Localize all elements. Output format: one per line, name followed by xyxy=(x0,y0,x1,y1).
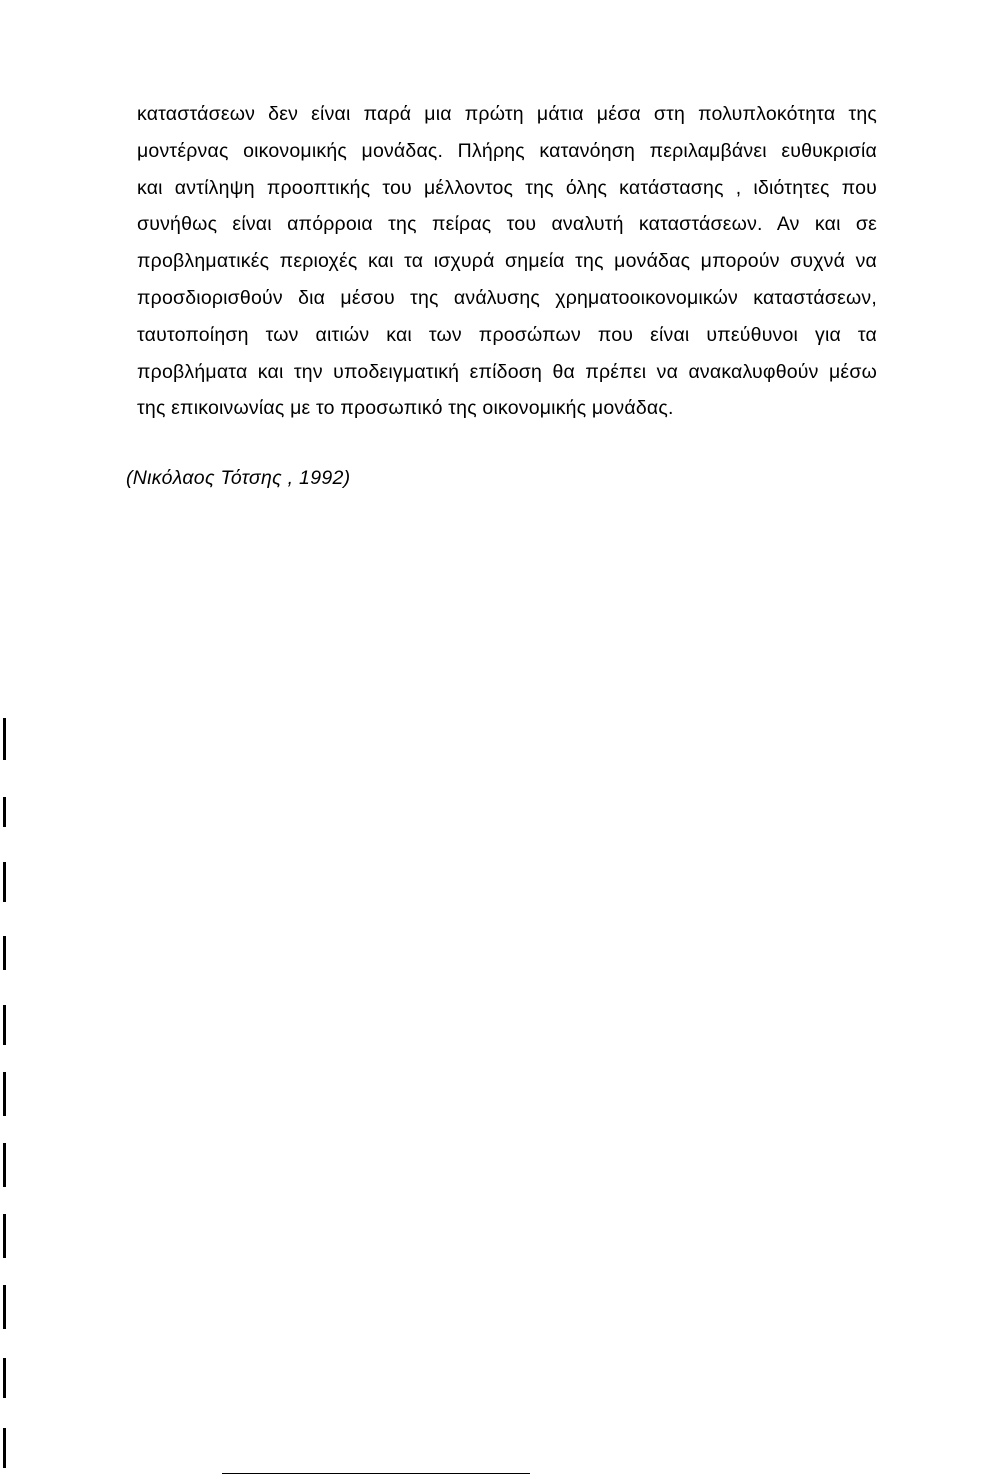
paragraph-line: ταυτοποίηση των αιτιών και των προσώπων που είναι υπεύθυνοι για τα xyxy=(137,323,877,346)
paragraph-line: προβλήματα και την υποδειγματική επίδοση θα πρέπει να ανακαλυφθούν μέσω xyxy=(137,360,877,383)
paragraph-line: συνήθως είναι απόρροια της πείρας του αναλυτή καταστάσεων. Αν και σε xyxy=(137,213,877,236)
paragraph-line: και αντίληψη προοπτικής του μέλλοντος της όλης κατάστασης , ιδιότητες που xyxy=(137,176,877,199)
paragraph-line: της επικοινωνίας με το προσωπικό της οικονομικής μονάδας. xyxy=(137,397,674,420)
scan-binding-mark xyxy=(3,862,6,902)
paragraph-line: προσδιορισθούν δια μέσου της ανάλυσης χρηματοοικονομικών καταστάσεων, xyxy=(137,286,877,309)
scan-binding-mark xyxy=(3,1428,6,1468)
footer-rule xyxy=(222,1473,530,1474)
paragraph-line: μοντέρνας οικονομικής μονάδας. Πλήρης κατανόηση περιλαμβάνει ευθυκρισία xyxy=(137,139,877,162)
scan-binding-mark xyxy=(3,1285,6,1329)
scan-binding-mark xyxy=(3,1358,6,1398)
scan-binding-mark xyxy=(3,797,6,827)
paragraph-line: καταστάσεων δεν είναι παρά μια πρώτη μάτια μέσα στη πολυπλοκότητα της xyxy=(137,103,877,125)
scan-binding-mark xyxy=(3,1143,6,1187)
scan-binding-mark xyxy=(3,1072,6,1116)
body-paragraph xyxy=(137,96,877,427)
scan-binding-mark xyxy=(3,1005,6,1045)
citation: (Νικόλαος Τότσης , 1992) xyxy=(126,467,351,489)
paragraph-line: προβληματικές περιοχές και τα ισχυρά σημεία της μονάδας μπορούν συχνά να xyxy=(137,250,877,273)
scan-binding-mark xyxy=(3,936,6,970)
scan-binding-mark xyxy=(3,1214,6,1258)
scan-binding-mark xyxy=(3,718,6,760)
